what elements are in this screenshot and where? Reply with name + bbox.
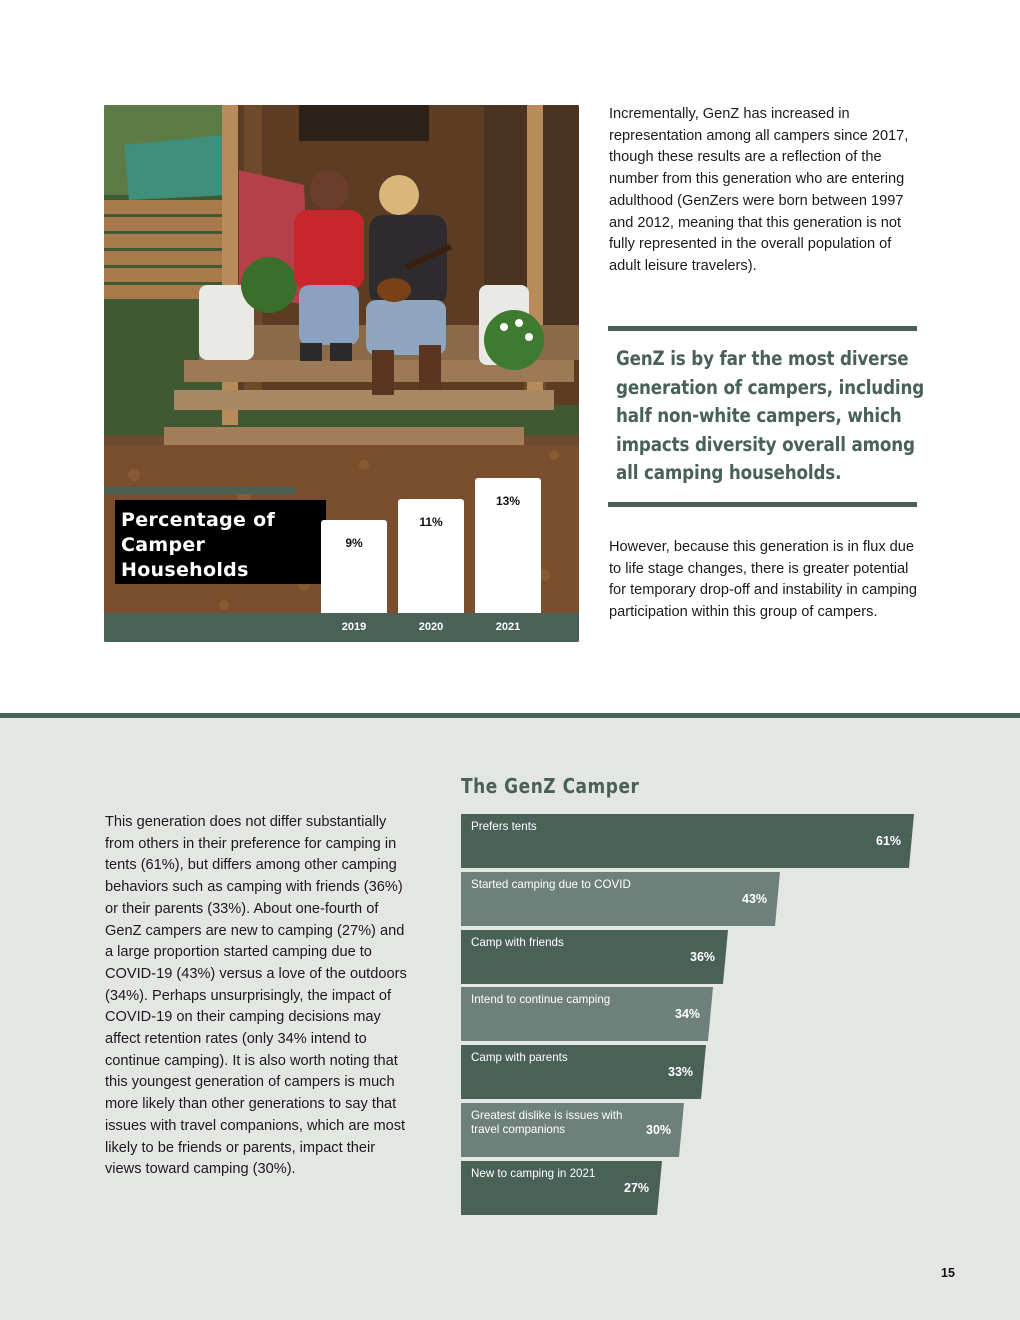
household-year-2019: 2019 — [341, 621, 367, 633]
pull-quote-line-1: GenZ is by far the most diverse — [616, 347, 909, 370]
flux-paragraph: However, because this generation is in flux due to life stage changes, there is greater potential for temporary drop-off and instability in camping participation within this group of campers. — [609, 539, 917, 621]
household-chart-title-line-1: Percentage of — [121, 509, 276, 531]
household-year-2021: 2021 — [495, 621, 521, 633]
household-bar-2019 — [321, 520, 387, 613]
genz-bar-7 — [461, 1161, 662, 1215]
genz-chart-title: The GenZ Camper — [461, 774, 640, 798]
genz-bar-value-3: 36% — [690, 950, 716, 964]
household-year-2020: 2020 — [418, 621, 444, 633]
chart-title-accent-bar — [104, 487, 296, 494]
quote-top-rule — [608, 326, 917, 331]
intro-paragraph: Incrementally, GenZ has increased in representation among all campers since 2017, though these results are a reflection of the number from this generation who are entering adulthood (GenZers were born between 1997 and 2012, meaning that this generation is not fully represented in the overall population of adult leisure travelers). — [609, 106, 909, 274]
genz-bar-value-4: 34% — [675, 1007, 701, 1021]
household-bar-value-2021: 13% — [495, 494, 521, 508]
genz-bar-2 — [461, 872, 780, 926]
pull-quote-line-2: generation of campers, including — [616, 375, 925, 399]
genz-bar-label-6: Greatest dislike is issues with travel companions — [471, 1109, 623, 1136]
genz-bar-4 — [461, 987, 713, 1041]
genz-bar-6 — [461, 1103, 684, 1157]
genz-bar-label-2: Started camping due to COVID — [471, 878, 631, 891]
genz-bar-5 — [461, 1045, 706, 1099]
genz-bar-value-1: 61% — [876, 834, 902, 848]
page-number: 15 — [941, 1266, 955, 1280]
genz-bar-label-1: Prefers tents — [471, 820, 537, 833]
household-chart-title — [115, 500, 326, 584]
genz-behavior-paragraph: This generation does not differ substantially from others in their preference for camping in tents (61%), but differs among other camping behaviors such as camping with friends (36%) or their parents (33%). About one-fourth of GenZ campers are new to camping (27%) and a large proportion started camping due to COVID-19 (43%) versus a love of the outdoors (34%). Perhaps unsurprisingly, the impact of COVID-19 on their camping decisions may affect retention rates (only 34% intend to continue camping). It is also worth noting that this youngest generation of campers is much more likely than other generations to say that issues with travel companions, which are most likely to be friends or parents, impact their views toward camping (30%). — [105, 814, 407, 1178]
household-chart-title-line-2: Camper Households — [121, 534, 249, 581]
genz-bar-value-2: 43% — [742, 892, 768, 906]
pull-quote-line-5: all camping households. — [616, 461, 842, 485]
genz-bar-value-7: 27% — [624, 1181, 650, 1195]
quote-bottom-rule — [608, 502, 917, 507]
lower-panel-rule — [0, 713, 1020, 718]
pull-quote-line-4: impacts diversity overall among — [616, 432, 915, 456]
genz-bar-3 — [461, 930, 728, 984]
genz-bar-label-7: New to camping in 2021 — [471, 1167, 596, 1180]
genz-bar-label-4: Intend to continue camping — [471, 993, 611, 1006]
genz-bar-1 — [461, 814, 914, 868]
household-bar-value-2019: 9% — [345, 536, 363, 550]
household-bar-value-2020: 11% — [419, 515, 443, 529]
genz-bar-value-6: 30% — [646, 1123, 672, 1137]
genz-bar-label-3: Camp with friends — [471, 936, 564, 949]
camper-photo — [104, 105, 579, 642]
genz-bar-value-5: 33% — [668, 1065, 694, 1079]
pull-quote — [616, 345, 925, 488]
pull-quote-line-3: half non-white campers, which — [616, 404, 902, 428]
genz-bar-label-5: Camp with parents — [471, 1051, 568, 1064]
